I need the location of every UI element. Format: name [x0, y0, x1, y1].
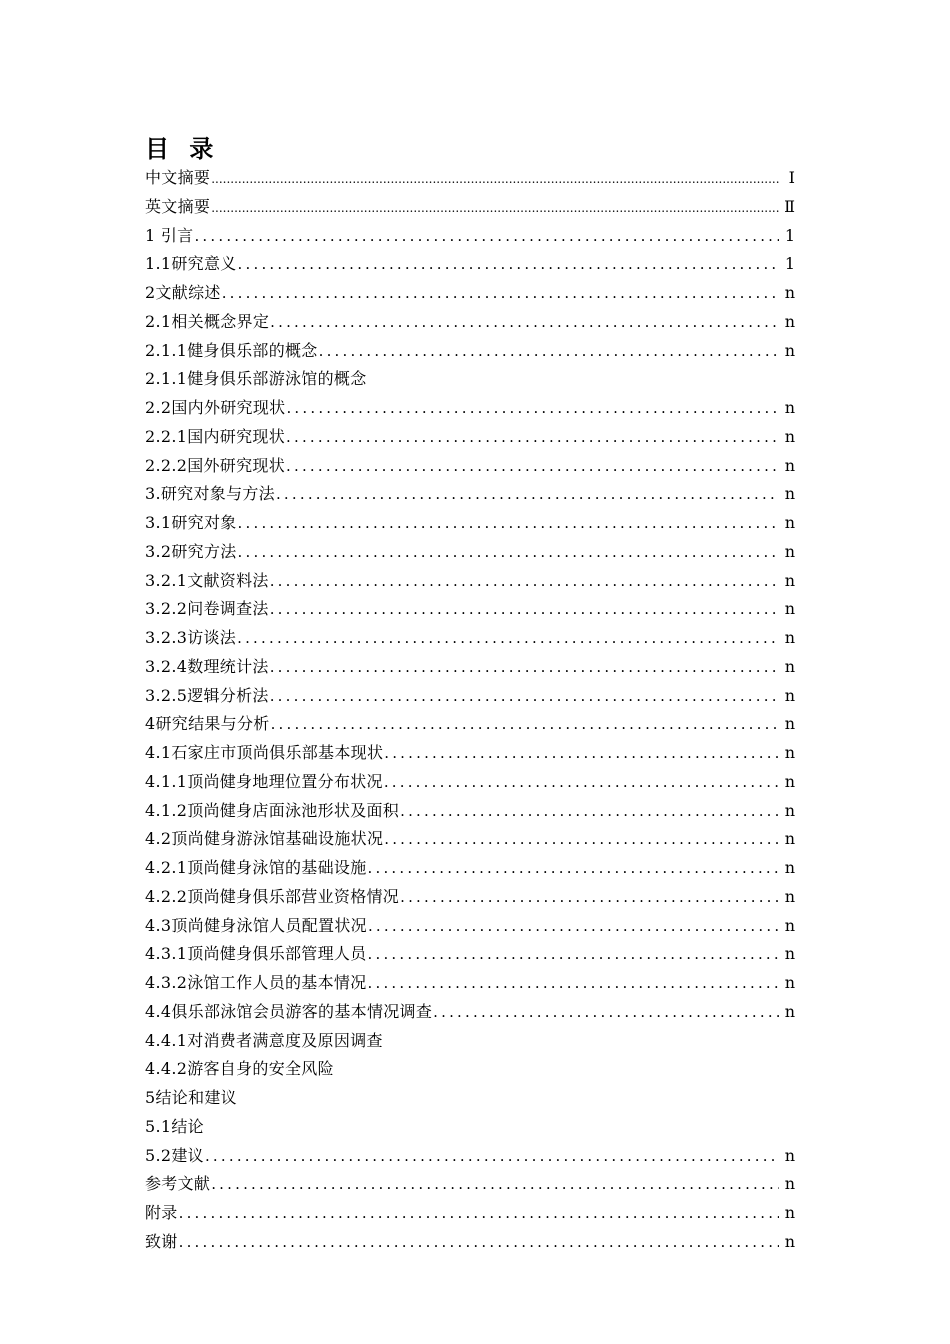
- toc-entry-title: 5结论和建议: [145, 1088, 237, 1107]
- toc-entry-title: 4.1.2顶尚健身店面泳池形状及面积: [145, 800, 400, 820]
- toc-entry-page-number: n: [784, 311, 795, 331]
- toc-entry-page-number: n: [784, 973, 795, 992]
- toc-entry-page-number: n: [784, 1001, 795, 1021]
- toc-entry-page-number: n: [784, 570, 795, 590]
- toc-dot-leader: [237, 624, 779, 653]
- toc-entry-page-number: n: [784, 513, 795, 532]
- toc-entry-page-number: n: [784, 915, 795, 935]
- toc-entry-page-number: n: [784, 886, 795, 906]
- toc-dot-leader: [400, 797, 779, 826]
- toc-entry-page-number: n: [784, 1145, 795, 1165]
- toc-entry[interactable]: [145, 567, 795, 596]
- toc-entry[interactable]: [145, 423, 795, 452]
- toc-entry-title: 3.研究对象与方法: [145, 484, 275, 504]
- toc-dot-leader: [270, 595, 779, 624]
- toc-entry-page-number: n: [784, 800, 795, 820]
- toc-dot-leader: [238, 538, 779, 567]
- toc-entry[interactable]: [145, 940, 795, 969]
- toc-entry-title: 1.1研究意义: [145, 254, 237, 274]
- toc-entry-title: 2.2.1国内研究现状: [145, 426, 286, 446]
- toc-entry[interactable]: [145, 912, 795, 941]
- toc-entry-title: 附录: [145, 1203, 178, 1222]
- toc-entry[interactable]: [145, 193, 795, 222]
- toc-entry-page-number: n: [784, 628, 795, 647]
- toc-entry[interactable]: [145, 1027, 795, 1056]
- toc-entry-title: 5.2建议: [145, 1145, 204, 1165]
- toc-entry-page-number: n: [784, 1174, 795, 1194]
- toc-dot-leader: [368, 912, 779, 941]
- toc-entry[interactable]: [145, 624, 795, 653]
- toc-dot-leader: [194, 222, 779, 251]
- toc-entry[interactable]: [145, 595, 795, 624]
- toc-entry-title: 2.2国内外研究现状: [145, 398, 286, 417]
- toc-entry-title: 2.1.1健身俱乐部的概念: [145, 340, 318, 360]
- toc-entry-title: 4.1石家庄市顶尚俱乐部基本现状: [145, 743, 384, 762]
- toc-entry-page-number: n: [784, 426, 795, 446]
- toc-entry-title: 2文献综述: [145, 283, 221, 302]
- toc-entry-page-number: n: [784, 771, 795, 791]
- toc-entry[interactable]: [145, 250, 795, 279]
- toc-dot-leader: [270, 567, 779, 596]
- toc-entry-page-number: n: [784, 685, 795, 705]
- toc-entry-page-number: 1: [784, 225, 795, 245]
- toc-dot-leader: [276, 480, 779, 509]
- toc-dot-leader: [211, 165, 779, 193]
- toc-entry-page-number: n: [784, 743, 795, 762]
- toc-entry-page-number: n: [784, 455, 795, 475]
- toc-dot-leader: [270, 682, 779, 711]
- toc-entry-page-number: n: [784, 398, 795, 417]
- toc-dot-leader: [384, 739, 779, 768]
- toc-entry-title: 3.2.2问卷调查法: [145, 599, 269, 619]
- toc-entry[interactable]: [145, 538, 795, 567]
- toc-entry-title: 3.2.5逻辑分析法: [145, 685, 269, 705]
- toc-entry[interactable]: [145, 509, 795, 538]
- toc-entry[interactable]: [145, 797, 795, 826]
- toc-entry-title: 1 引言: [145, 225, 194, 245]
- toc-entry[interactable]: [145, 682, 795, 711]
- toc-entry-page-number: n: [784, 944, 795, 964]
- toc-entry-page-number: n: [784, 656, 795, 676]
- toc-entry[interactable]: [145, 308, 795, 337]
- toc-dot-leader: [319, 337, 779, 366]
- toc-dot-leader: [270, 308, 779, 337]
- toc-entry[interactable]: [145, 739, 795, 768]
- toc-dot-leader: [286, 394, 779, 423]
- toc-entry-title: 4.4俱乐部泳馆会员游客的基本情况调查: [145, 1001, 433, 1021]
- toc-entry[interactable]: [145, 768, 795, 797]
- toc-entry[interactable]: [145, 394, 795, 423]
- toc-entry-title: 2.1相关概念界定: [145, 311, 270, 331]
- toc-dot-leader: [286, 423, 779, 452]
- toc-entry-title: 2.1.1健身俱乐部游泳馆的概念: [145, 369, 367, 389]
- toc-entry-page-number: 1: [784, 254, 795, 274]
- toc-entry[interactable]: [145, 854, 795, 883]
- toc-entry[interactable]: [145, 653, 795, 682]
- toc-entry[interactable]: [145, 1199, 795, 1228]
- toc-dot-leader: [211, 194, 779, 222]
- toc-entry-title: 3.2.1文献资料法: [145, 570, 269, 590]
- toc-entry[interactable]: [145, 480, 795, 509]
- toc-entry[interactable]: [145, 1113, 795, 1142]
- toc-dot-leader: [179, 1199, 779, 1228]
- table-of-contents: [145, 164, 795, 1257]
- toc-entry-title: 2.2.2国外研究现状: [145, 455, 286, 475]
- toc-dot-leader: [384, 825, 779, 854]
- toc-entry-title: 4.3顶尚健身泳馆人员配置状况: [145, 915, 367, 935]
- toc-entry-page-number: n: [784, 829, 795, 849]
- toc-dot-leader: [179, 1228, 779, 1257]
- toc-entry-title: 4.4.1对消费者满意度及原因调查: [145, 1030, 383, 1050]
- toc-dot-leader: [368, 969, 779, 998]
- toc-entry[interactable]: [145, 883, 795, 912]
- toc-title: 目 录: [145, 135, 220, 163]
- toc-dot-leader: [368, 940, 779, 969]
- toc-entry-title: 3.1研究对象: [145, 513, 237, 532]
- toc-dot-leader: [238, 509, 779, 538]
- toc-entry-title: 3.2研究方法: [145, 541, 237, 561]
- toc-entry-title: 3.2.4数理统计法: [145, 656, 269, 676]
- toc-entry-title: 3.2.3访谈法: [145, 628, 237, 647]
- toc-entry-page-number: Ⅱ: [784, 196, 795, 216]
- toc-entry-page-number: n: [784, 541, 795, 561]
- toc-entry[interactable]: [145, 1142, 795, 1171]
- toc-entry-page-number: I: [788, 168, 795, 187]
- toc-entry[interactable]: [145, 710, 795, 739]
- toc-dot-leader: [270, 653, 779, 682]
- toc-entry-title: 4.2.2顶尚健身俱乐部营业资格情况: [145, 886, 400, 906]
- toc-entry[interactable]: [145, 452, 795, 481]
- toc-dot-leader: [238, 250, 779, 279]
- toc-entry[interactable]: [145, 1055, 795, 1084]
- toc-entry[interactable]: [145, 337, 795, 366]
- toc-entry[interactable]: [145, 825, 795, 854]
- toc-entry-title: 4.4.2游客自身的安全风险: [145, 1059, 334, 1079]
- toc-entry-title: 4研究结果与分析: [145, 714, 270, 734]
- toc-entry-title: 参考文献: [145, 1174, 211, 1194]
- toc-entry[interactable]: [145, 1228, 795, 1257]
- toc-dot-leader: [384, 768, 779, 797]
- toc-entry-page-number: n: [784, 340, 795, 360]
- toc-dot-leader: [211, 1170, 779, 1199]
- toc-dot-leader: [368, 854, 779, 883]
- toc-entry[interactable]: [145, 1084, 795, 1113]
- toc-entry-title: 英文摘要: [145, 196, 211, 216]
- toc-dot-leader: [271, 710, 779, 739]
- toc-entry-title: 致谢: [145, 1231, 178, 1251]
- toc-entry-title: 5.1结论: [145, 1116, 204, 1136]
- toc-entry[interactable]: [145, 969, 795, 998]
- toc-entry-page-number: n: [784, 599, 795, 619]
- toc-dot-leader: [205, 1142, 779, 1171]
- toc-entry-page-number: n: [784, 714, 795, 734]
- toc-entry[interactable]: [145, 365, 795, 394]
- toc-entry-page-number: n: [784, 283, 795, 302]
- toc-entry-page-number: n: [784, 1203, 795, 1222]
- toc-dot-leader: [433, 998, 779, 1027]
- toc-entry[interactable]: [145, 1170, 795, 1199]
- toc-entry[interactable]: [145, 222, 795, 251]
- toc-entry-page-number: n: [784, 1231, 795, 1251]
- toc-entry-title: 4.1.1顶尚健身地理位置分布状况: [145, 771, 383, 791]
- toc-entry-title: 4.3.1顶尚健身俱乐部管理人员: [145, 944, 367, 964]
- toc-dot-leader: [286, 452, 779, 481]
- toc-entry-page-number: n: [784, 484, 795, 504]
- toc-entry[interactable]: [145, 998, 795, 1027]
- toc-entry-page-number: n: [784, 858, 795, 877]
- toc-entry-title: 4.2.1顶尚健身泳馆的基础设施: [145, 858, 367, 877]
- toc-entry[interactable]: [145, 164, 795, 193]
- toc-entry-title: 中文摘要: [145, 168, 211, 187]
- toc-entry-title: 4.3.2泳馆工作人员的基本情况: [145, 973, 367, 992]
- toc-dot-leader: [400, 883, 779, 912]
- toc-entry-title: 4.2顶尚健身游泳馆基础设施状况: [145, 829, 384, 849]
- toc-entry[interactable]: [145, 279, 795, 308]
- toc-dot-leader: [222, 279, 779, 308]
